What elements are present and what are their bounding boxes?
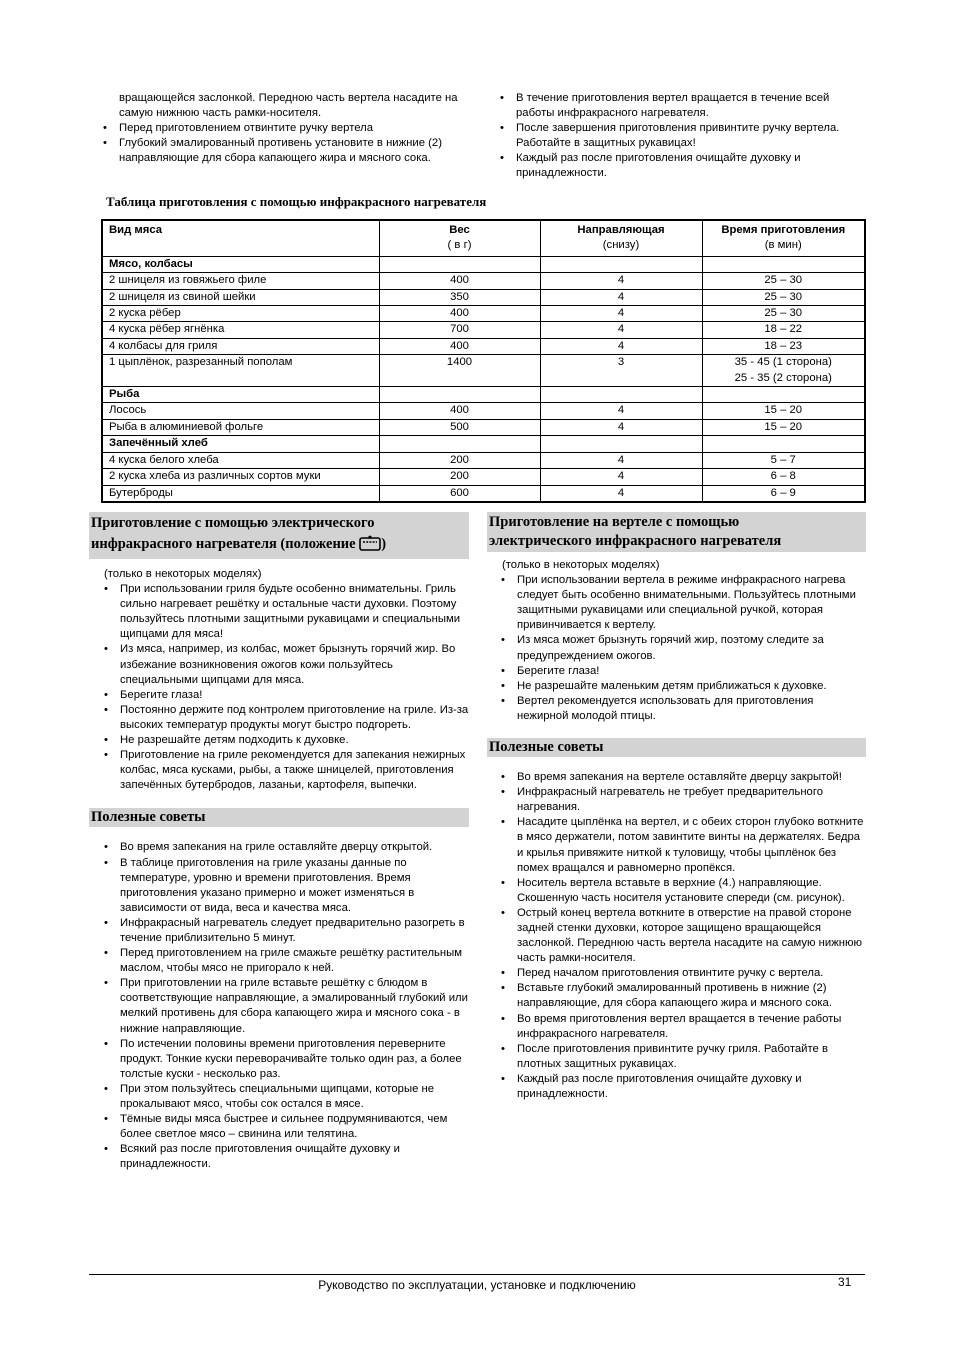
oven-grill-icon xyxy=(359,535,381,558)
list-item: • В таблице приготовления на гриле указаны данные по температуре, уровню и времени приготовления. Время приготовления указано примерно и может изменяться в зависимости от вида, веса и качества мяса. xyxy=(101,856,469,916)
right-warnings-list xyxy=(487,573,866,724)
list-item: • Перед приготовлением отвинтите ручку вертела xyxy=(100,121,470,136)
heading-line: инфракрасного нагревателя (положение xyxy=(91,536,356,552)
cell-rail: 4 xyxy=(540,403,702,419)
heading-line: электрического инфракрасного нагревателя xyxy=(489,533,782,549)
cell-rail: 4 xyxy=(540,322,702,338)
cell-weight: 400 xyxy=(379,403,540,419)
cell-time: 18 – 23 xyxy=(702,338,865,354)
list-item: • Вставьте глубокий эмалированный противень в нижние (2) направляющие, для сбора капающего жира и мясного сока. xyxy=(498,981,866,1011)
cell-name: 2 куска хлеба из различных сортов муки xyxy=(102,469,379,485)
header-cell-weight: Вес ( в г) xyxy=(379,220,540,256)
cell-name: 2 шницеля из свиной шейки xyxy=(102,289,379,305)
cell-rail: 4 xyxy=(540,338,702,354)
cell-rail: 3 xyxy=(540,355,702,387)
cell-time: 18 – 22 xyxy=(702,322,865,338)
cell-weight: 200 xyxy=(379,452,540,468)
right-tips-list xyxy=(487,770,866,1102)
table-group-row xyxy=(102,436,865,452)
list-item: • При использовании вертела в режиме инфракрасного нагрева следует быть особенно внимательными. Пользуйтесь плотными защитными рукавицами или специальной ручкой, которая привинчивается к вертелу. xyxy=(498,573,866,633)
list-item: • Приготовление на гриле рекомендуется для запекания нежирных колбас, мяса кусками, рыбы, а также шницелей, приготовления запечённых бутербродов, лазаньи, картофеля, выпечки. xyxy=(101,748,469,793)
top-left-list xyxy=(100,121,470,166)
list-item: • Каждый раз после приготовления очищайте духовку и принадлежности. xyxy=(498,1072,866,1102)
cell-time: 6 – 9 xyxy=(702,485,865,502)
table-row xyxy=(102,273,865,289)
top-left-block xyxy=(100,91,470,166)
list-item: • Во время приготовления вертел вращается в течение работы инфракрасного нагревателя. xyxy=(498,1012,866,1042)
cell-rail: 4 xyxy=(540,273,702,289)
cell-rail: 4 xyxy=(540,452,702,468)
continuation-text: вращающейся заслонкой. Передною часть вертела насадите на самую нижнюю часть рамки-носителя. xyxy=(119,92,458,120)
right-section-heading xyxy=(487,512,866,552)
right-tips-heading: Полезные советы xyxy=(487,738,866,757)
table-body xyxy=(102,256,865,502)
list-item: • При этом пользуйтесь специальными щипцами, которые не прокалывают мясо, чтобы сок остался в мясе. xyxy=(101,1082,469,1112)
cell-name: 4 колбасы для гриля xyxy=(102,338,379,354)
cell-rail: 4 xyxy=(540,419,702,435)
list-item: • После приготовления привинтите ручку гриля. Работайте в плотных защитных рукавицах. xyxy=(498,1042,866,1072)
cell-name: 4 куска белого хлеба xyxy=(102,452,379,468)
list-item: • При приготовлении на гриле вставьте решётку с блюдом в соответствующие направляющие, а эмалированный глубокий или мелкий противень для сбора капающего жира и мясного сока - в нижние направляющие. xyxy=(101,976,469,1036)
cell-weight: 200 xyxy=(379,469,540,485)
cell-weight: 400 xyxy=(379,273,540,289)
left-note: (только в некоторых моделях) xyxy=(104,568,262,580)
table-row xyxy=(102,403,865,419)
list-item: • При использовании гриля будьте особенно внимательны. Гриль сильно нагревает решётку и остальные части духовки. Поэтому пользуйтесь плотными защитными рукавицами и специальными щипцами для мяса! xyxy=(101,582,469,642)
cell-name: 1 цыплёнок, разрезанный пополам xyxy=(102,355,379,387)
heading-close: ) xyxy=(381,536,387,552)
heading-line: Приготовление на вертеле с помощью xyxy=(489,514,740,530)
cell-time: 6 – 8 xyxy=(702,469,865,485)
table-row xyxy=(102,322,865,338)
table-row xyxy=(102,419,865,435)
group-label: Рыба xyxy=(102,387,379,403)
table-group-row xyxy=(102,387,865,403)
list-item: • Острый конец вертела воткните в отверстие на правой стороне задней стенки духовки, которое защищено вращающейся заслонкой. Переднюю часть вертела насадите на самую нижнюю часть рамки-носителя. xyxy=(498,906,866,966)
cell-rail: 4 xyxy=(540,469,702,485)
list-item: • Носитель вертела вставьте в верхние (4.) направляющие. Скошенную часть носителя установите спереди (см. рисунок). xyxy=(498,876,866,906)
cooking-table xyxy=(101,219,866,503)
list-item: • После завершения приготовления привинтите ручку вертела. Работайте в защитных рукавицах! xyxy=(497,121,857,151)
footer-text: Руководство по эксплуатации, установке и подключению xyxy=(318,1278,636,1292)
list-item: • Не разрешайте детям подходить к духовке. xyxy=(101,733,469,748)
cell-rail: 4 xyxy=(540,485,702,502)
footer-divider xyxy=(89,1274,865,1275)
list-item: • Постоянно держите под контролем приготовление на гриле. Из-за высоких температур продукты могут быстро подгореть. xyxy=(101,703,469,733)
table-row xyxy=(102,338,865,354)
table-header-row xyxy=(102,220,865,256)
table-row xyxy=(102,289,865,305)
cell-weight: 350 xyxy=(379,289,540,305)
list-item: • Вертел рекомендуется использовать для приготовления нежирной молодой птицы. xyxy=(498,694,866,724)
list-item: • Перед приготовлением на гриле смажьте решётку растительным маслом, чтобы мясо не пригорало к ней. xyxy=(101,946,469,976)
header-cell-meat: Вид мяса xyxy=(102,220,379,256)
cell-weight: 1400 xyxy=(379,355,540,387)
cell-name: Рыба в алюминиевой фольге xyxy=(102,419,379,435)
left-tips-list xyxy=(89,840,469,1172)
list-item: • Инфракрасный нагреватель следует предварительно разогреть в течение приблизительно 5 минут. xyxy=(101,916,469,946)
left-tips-heading: Полезные советы xyxy=(89,808,469,827)
cell-time: 15 – 20 xyxy=(702,403,865,419)
cell-time: 25 – 30 xyxy=(702,273,865,289)
cell-weight: 500 xyxy=(379,419,540,435)
group-label: Мясо, колбасы xyxy=(102,256,379,272)
list-item: • Берегите глаза! xyxy=(101,688,469,703)
cell-rail: 4 xyxy=(540,306,702,322)
cell-name: Лосось xyxy=(102,403,379,419)
page-number: 31 xyxy=(838,1275,852,1289)
cell-time: 15 – 20 xyxy=(702,419,865,435)
table-row xyxy=(102,306,865,322)
cell-rail: 4 xyxy=(540,289,702,305)
cell-time: 25 – 30 xyxy=(702,306,865,322)
list-item: • Глубокий эмалированный противень установите в нижние (2) направляющие для сбора капающего жира и мясного сока. xyxy=(100,136,470,166)
list-item: • Во время запекания на гриле оставляйте дверцу открытой. xyxy=(101,840,469,855)
header-cell-time: Время приготовления (в мин) xyxy=(702,220,865,256)
top-right-block xyxy=(497,91,857,182)
list-item: • Из мяса, например, из колбас, может брызнуть горячий жир. Во избежание возникновения ожогов кожи пользуйтесь специальными щипцами для мяса. xyxy=(101,642,469,687)
table-title: Таблица приготовления с помощью инфракрасного нагревателя xyxy=(106,194,487,209)
list-item: • По истечении половины времени приготовления переверните продукт. Тонкие куски переворачивайте только один раз, а более толстые куски - несколько раз. xyxy=(101,1037,469,1082)
table-row xyxy=(102,452,865,468)
list-item: • В течение приготовления вертел вращается в течение всей работы инфракрасного нагревателя. xyxy=(497,91,857,121)
table-group-row xyxy=(102,256,865,272)
list-item: • Во время запекания на вертеле оставляйте дверцу закрытой! xyxy=(498,770,866,785)
list-item: • Насадите цыплёнка на вертел, и с обеих сторон глубоко воткните в мясо держатели, потом завинтите винты на держателях. Бедра и крылья привяжите ниткой к туловищу, чтобы цыплёнок без помех вращался и равномерно пропёкся. xyxy=(498,815,866,875)
heading-line: Приготовление с помощью электрического xyxy=(91,515,375,531)
cell-weight: 400 xyxy=(379,338,540,354)
table-row xyxy=(102,485,865,502)
group-label: Запечённый хлеб xyxy=(102,436,379,452)
cell-name: Бутерброды xyxy=(102,485,379,502)
list-item: • Из мяса может брызнуть горячий жир, поэтому следите за предупреждением ожогов. xyxy=(498,633,866,663)
left-warnings-list xyxy=(89,582,469,793)
table-row xyxy=(102,355,865,387)
header-cell-rail: Направляющая (снизу) xyxy=(540,220,702,256)
left-column xyxy=(89,512,469,1172)
right-column xyxy=(487,512,866,1102)
list-item: • Тёмные виды мяса быстрее и сильнее подрумяниваются, чем более светлое мясо – свинина или телятина. xyxy=(101,1112,469,1142)
cell-weight: 400 xyxy=(379,306,540,322)
right-note: (только в некоторых моделях) xyxy=(502,559,660,571)
list-item: • Перед началом приготовления отвинтите ручку с вертела. xyxy=(498,966,866,981)
list-item: • Инфракрасный нагреватель не требует предварительного нагревания. xyxy=(498,785,866,815)
table-row xyxy=(102,469,865,485)
list-item: • Каждый раз после приготовления очищайте духовку и принадлежности. xyxy=(497,151,857,181)
cell-name: 2 шницеля из говяжьего филе xyxy=(102,273,379,289)
left-section-heading xyxy=(89,512,469,559)
cell-time: 5 – 7 xyxy=(702,452,865,468)
cell-time: 35 - 45 (1 сторона) 25 - 35 (2 сторона) xyxy=(702,355,865,387)
cell-name: 4 куска рёбер ягнёнка xyxy=(102,322,379,338)
cell-time: 25 – 30 xyxy=(702,289,865,305)
list-item: • Берегите глаза! xyxy=(498,664,866,679)
cell-weight: 700 xyxy=(379,322,540,338)
cell-name: 2 куска рёбер xyxy=(102,306,379,322)
top-right-list xyxy=(497,91,857,182)
list-item: • Всякий раз после приготовления очищайте духовку и принадлежности. xyxy=(101,1142,469,1172)
list-item: • Не разрешайте маленьким детям приближаться к духовке. xyxy=(498,679,866,694)
cell-weight: 600 xyxy=(379,485,540,502)
